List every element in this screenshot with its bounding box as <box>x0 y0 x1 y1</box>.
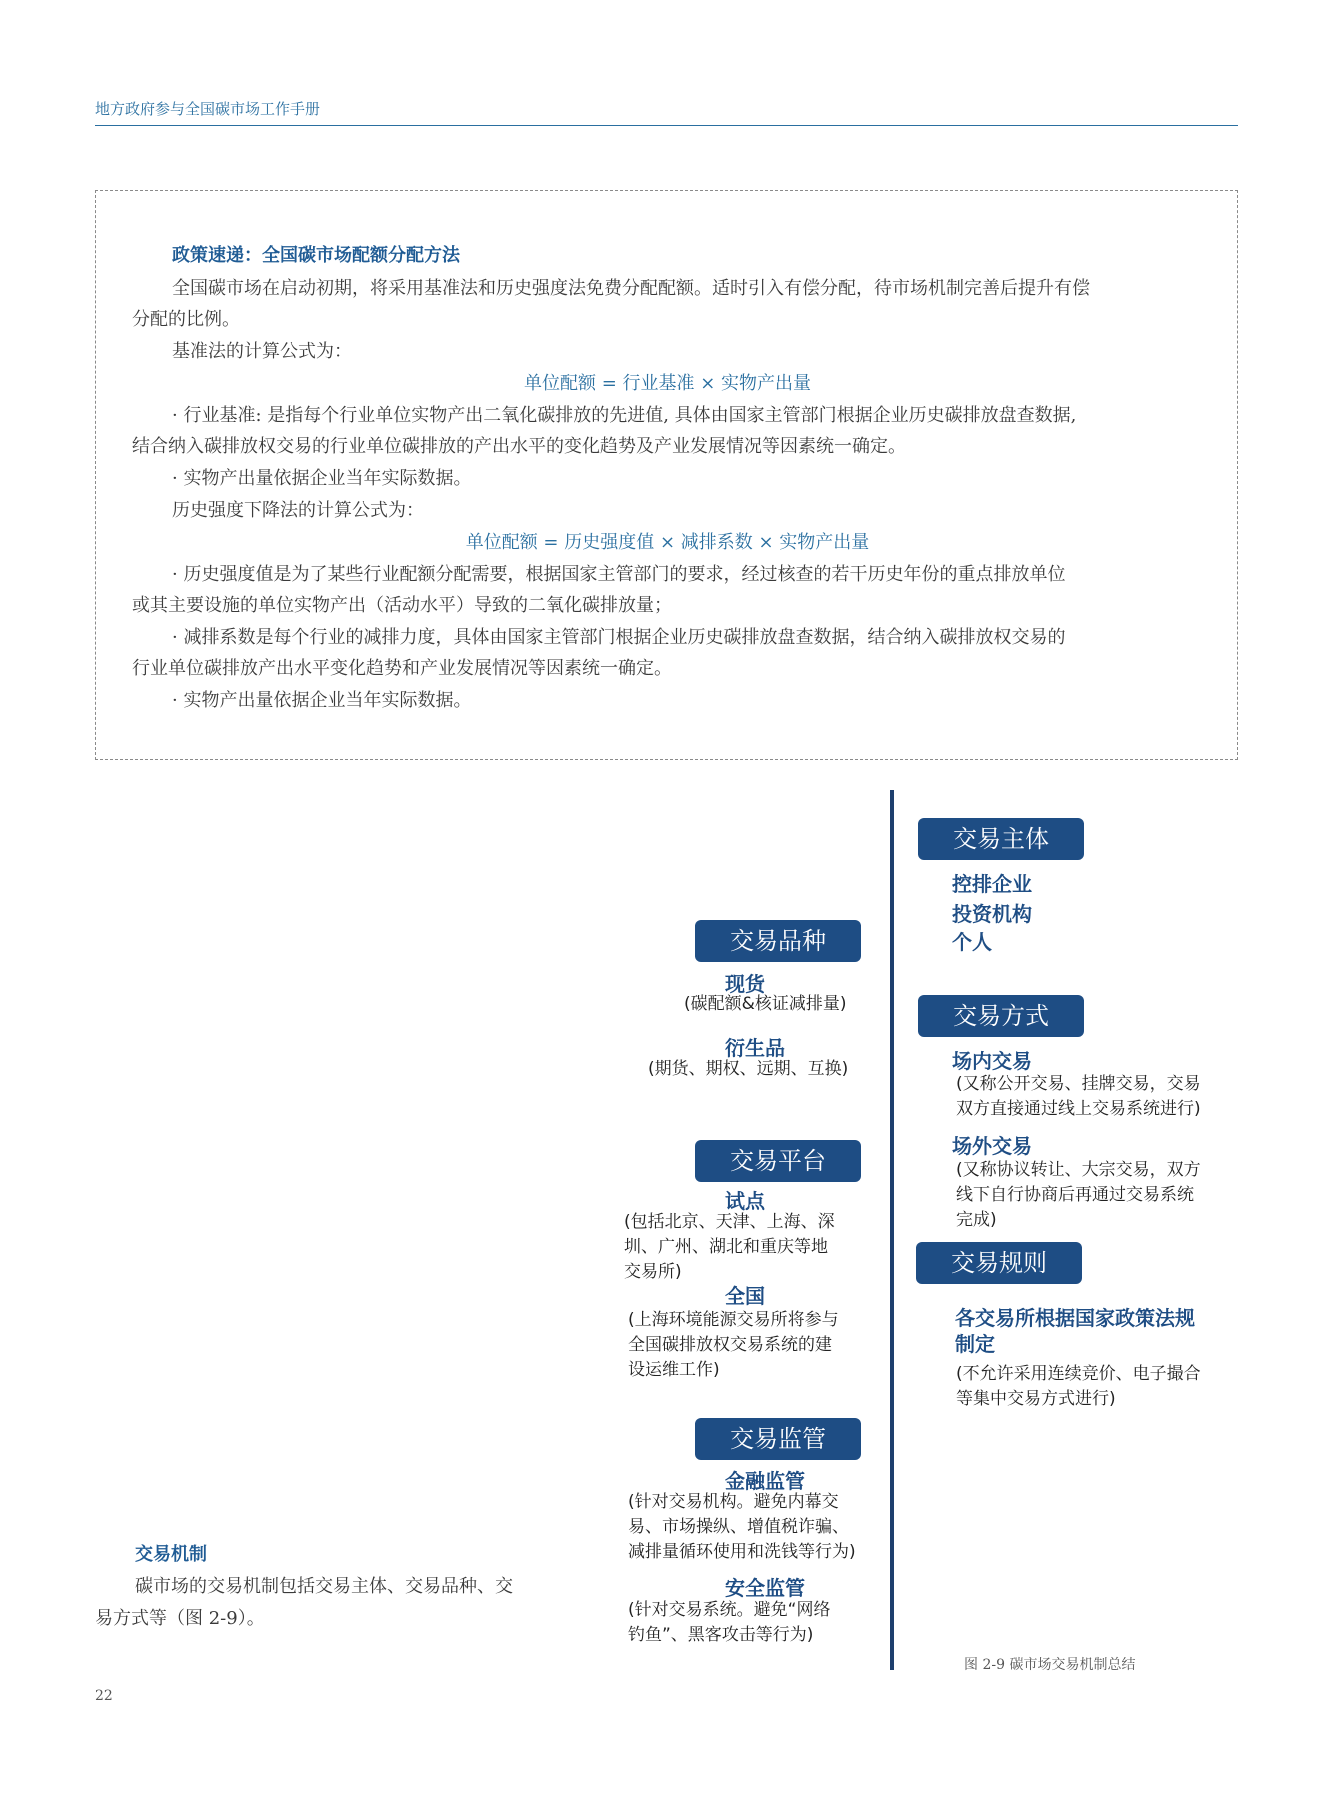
policy-paragraph: 基准法的计算公式为： <box>172 341 352 362</box>
section-body: 碳市场的交易机制包括交易主体、交易品种、交 <box>135 1576 513 1597</box>
variety-spot-note: (碳配额&核证减排量) <box>684 994 847 1014</box>
policy-bullet: · 实物产出量依据企业当年实际数据。 <box>172 468 472 489</box>
variety-derivative: 衍生品 <box>725 1036 785 1060</box>
policy-bullet: · 行业基准: 是指每个行业单位实物产出二氧化碳排放的先进值, 具体由国家主管部门根据企业历史碳排放盘查数据, <box>172 405 1077 426</box>
method-onsite-note: (又称公开交易、挂牌交易，交易 <box>956 1074 1201 1094</box>
platform-pilot: 试点 <box>725 1189 765 1213</box>
supervision-security-note: 钓鱼”、黑客攻击等行为) <box>628 1625 814 1645</box>
supervision-security: 安全监管 <box>725 1576 805 1600</box>
policy-paragraph: 历史强度下降法的计算公式为： <box>172 500 424 521</box>
policy-bullet: 结合纳入碳排放权交易的行业单位碳排放的产出水平的变化趋势及产业发展情况等因素统一确定。 <box>132 436 906 457</box>
method-onsite-note: 双方直接通过线上交易系统进行) <box>956 1099 1201 1119</box>
supervision-financial-note: 减排量循环使用和洗钱等行为) <box>628 1542 856 1562</box>
policy-bullet: · 减排系数是每个行业的减排力度，具体由国家主管部门根据企业历史碳排放盘查数据，结合纳入碳排放权交易的 <box>172 627 1066 648</box>
supervision-security-note: (针对交易系统。避免“网络 <box>628 1600 831 1620</box>
header-rule <box>95 125 1238 126</box>
node-variety: 交易品种 <box>695 920 861 962</box>
method-offsite-note: 线下自行协商后再通过交易系统 <box>956 1185 1194 1205</box>
platform-pilot-note: (包括北京、天津、上海、深 <box>624 1212 835 1232</box>
rules-note: (不允许采用连续竞价、电子撮合 <box>956 1364 1201 1384</box>
node-platform: 交易平台 <box>695 1140 861 1182</box>
supervision-financial-note: 易、市场操纵、增值税诈骗、 <box>628 1517 849 1537</box>
platform-national-note: 全国碳排放权交易系统的建 <box>628 1335 832 1355</box>
method-onsite: 场内交易 <box>952 1049 1032 1073</box>
timeline-axis <box>890 790 894 1670</box>
policy-bullet: · 实物产出量依据企业当年实际数据。 <box>172 690 472 711</box>
variety-derivative-note: (期货、期权、远期、互换) <box>648 1059 849 1079</box>
subject-item: 个人 <box>952 930 992 954</box>
policy-bullet: · 历史强度值是为了某些行业配额分配需要，根据国家主管部门的要求，经过核查的若干历史年份的重点排放单位 <box>172 564 1066 585</box>
policy-paragraph: 分配的比例。 <box>132 309 240 330</box>
page-number: 22 <box>95 1688 113 1704</box>
platform-national: 全国 <box>725 1284 765 1308</box>
figure-caption: 图 2-9 碳市场交易机制总结 <box>964 1657 1136 1673</box>
section-body: 易方式等（图 2-9）。 <box>95 1608 265 1629</box>
formula-benchmark: 单位配额 = 行业基准 × 实物产出量 <box>523 373 812 394</box>
rules-main: 制定 <box>955 1332 995 1356</box>
policy-bullet: 行业单位碳排放产出水平变化趋势和产业发展情况等因素统一确定。 <box>132 658 672 679</box>
node-subject: 交易主体 <box>918 818 1084 860</box>
policy-paragraph: 全国碳市场在启动初期，将采用基准法和历史强度法免费分配配额。适时引入有偿分配，待市场机制完善后提升有偿 <box>172 278 1090 299</box>
supervision-financial: 金融监管 <box>725 1469 805 1493</box>
method-offsite-note: 完成) <box>956 1210 997 1230</box>
subject-item: 控排企业 <box>952 872 1032 896</box>
node-supervision: 交易监管 <box>695 1418 861 1460</box>
platform-national-note: 设运维工作) <box>628 1360 720 1380</box>
supervision-financial-note: (针对交易机构。避免内幕交 <box>628 1492 839 1512</box>
formula-historical: 单位配额 = 历史强度值 × 减排系数 × 实物产出量 <box>465 532 870 553</box>
method-offsite: 场外交易 <box>952 1134 1032 1158</box>
node-method: 交易方式 <box>918 995 1084 1037</box>
method-offsite-note: (又称协议转让、大宗交易，双方 <box>956 1160 1201 1180</box>
subject-item: 投资机构 <box>952 902 1032 926</box>
platform-pilot-note: 圳、广州、湖北和重庆等地 <box>624 1237 828 1257</box>
variety-spot: 现货 <box>725 972 765 996</box>
policy-title: 政策速递：全国碳市场配额分配方法 <box>172 245 460 266</box>
platform-pilot-note: 交易所) <box>624 1262 682 1282</box>
rules-note: 等集中交易方式进行) <box>956 1389 1116 1409</box>
node-rules: 交易规则 <box>916 1242 1082 1284</box>
rules-main: 各交易所根据国家政策法规 <box>955 1306 1195 1330</box>
policy-box <box>95 190 1238 760</box>
section-title: 交易机制 <box>135 1544 207 1565</box>
running-header: 地方政府参与全国碳市场工作手册 <box>95 100 321 118</box>
policy-bullet: 或其主要设施的单位实物产出（活动水平）导致的二氧化碳排放量； <box>132 595 672 616</box>
platform-national-note: (上海环境能源交易所将参与 <box>628 1310 839 1330</box>
